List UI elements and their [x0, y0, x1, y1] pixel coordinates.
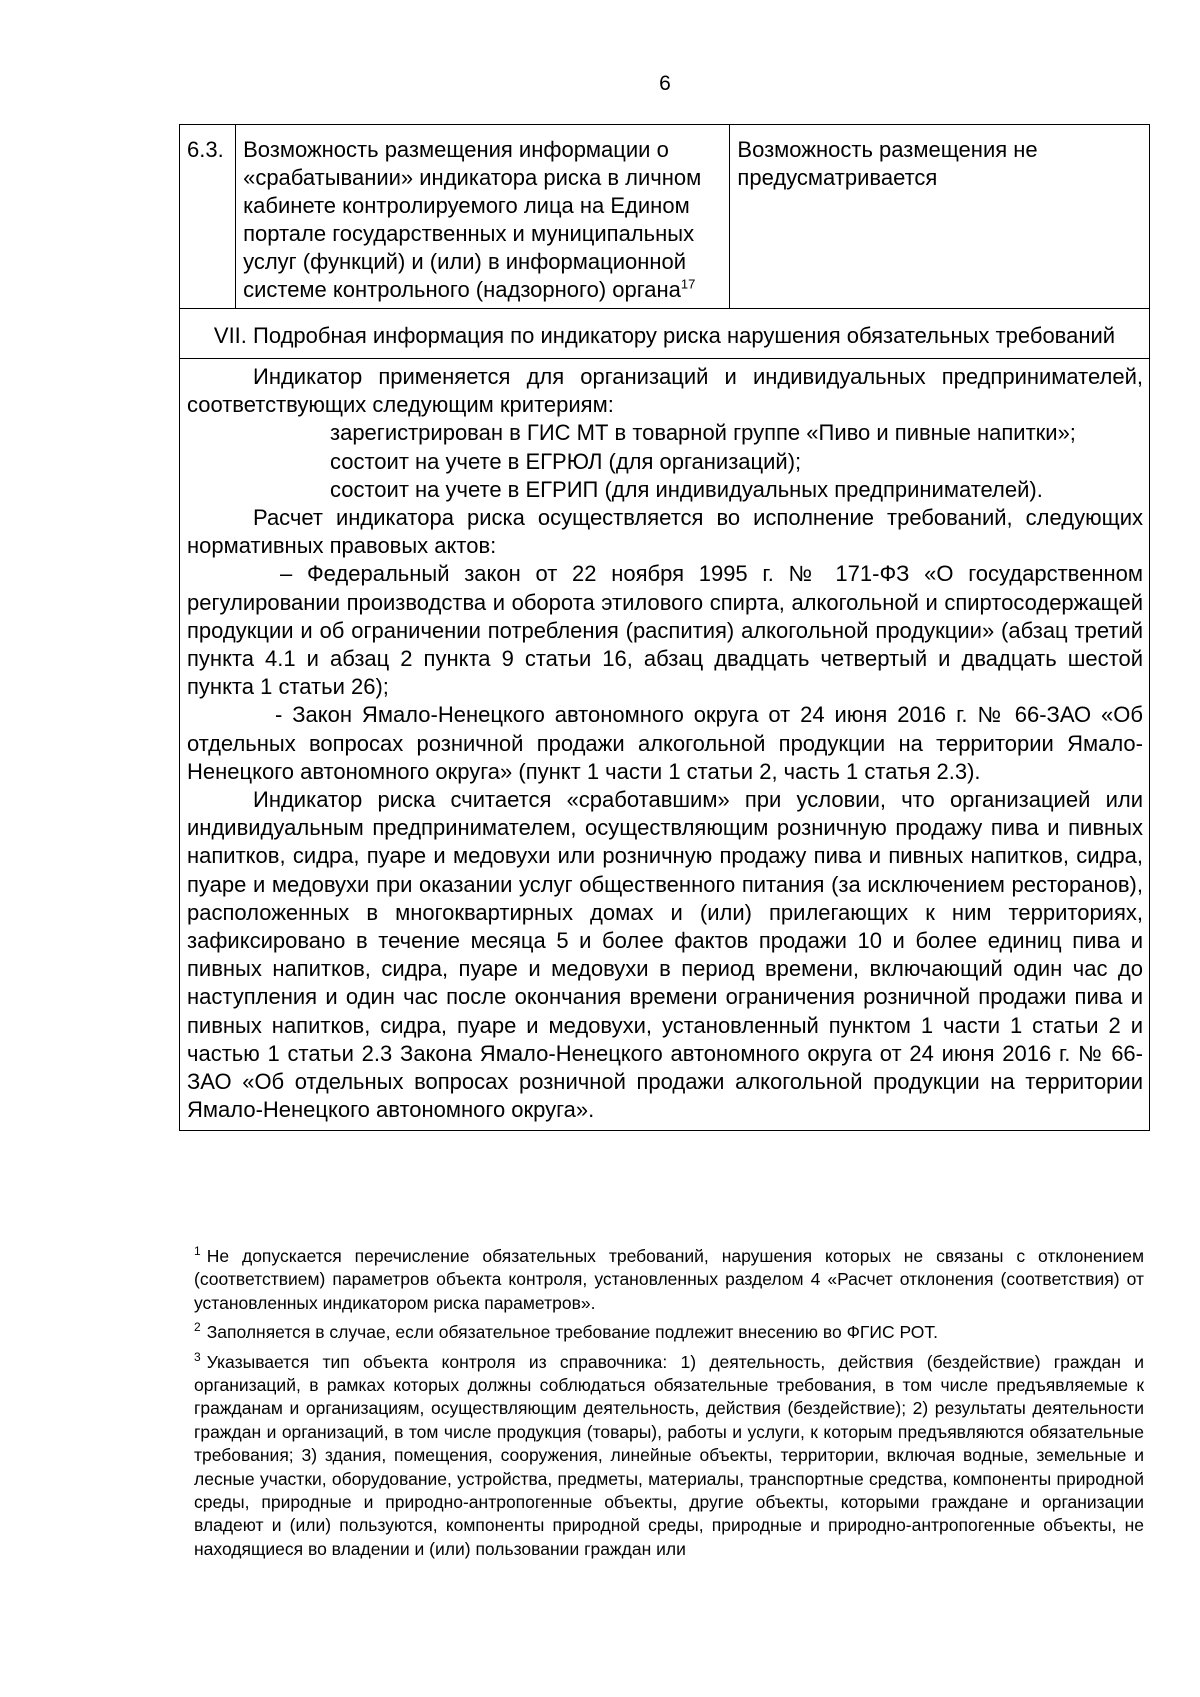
- page-number: 6: [659, 72, 671, 95]
- law-item: – Федеральный закон от 22 ноября 1995 г. № 171-ФЗ «О государственном регулировании производства и оборота этилового спирта, алкогольной и спиртосодержащей продукции и об ограничении потребления (распития) алкогольной продукции» (абзац третий пункта 4.1 и абзац 2 пункта 9 статьи 16, абзац двадцать четвертый и двадцать шестой пункта 1 статьи 26);: [187, 561, 1143, 700]
- footnote-mark: 2: [194, 1320, 201, 1335]
- section-body: [180, 359, 1150, 1131]
- calc-paragraph: Расчет индикатора риска осуществляется во исполнение требований, следующих нормативных правовых актов:: [187, 505, 1143, 559]
- footnote: [194, 1245, 1144, 1315]
- section-body-row: [180, 359, 1150, 1131]
- footnotes: [194, 1245, 1144, 1567]
- criterion-item: зарегистрирован в ГИС МТ в товарной группе «Пиво и пивные напитки»;: [330, 420, 1076, 446]
- trigger-paragraph: Индикатор риска считается «сработавшим» при условии, что организацией или индивидуальным предпринимателем, осуществляющим розничную продажу пива и пивных напитков, сидра, пуаре и медовухи или розничную продажу пива и пивных напитков, сидра, пуаре и медовухи при оказании услуг общественного питания (за исключением ресторанов), расположенных в многоквартирных домах и (или) прилегающих к ним территориях, зафиксировано в течение месяца 5 и более фактов продажи 10 и более единиц пива и пивных напитков, сидра, пуаре и медовухи в период времени, включающий один час до наступления и один час после окончания времени ограничения розничной продажи пива и пивных напитков, сидра, пуаре и медовухи, установленный пунктом 1 части 1 статьи 2 и частью 1 статьи 2.3 Закона Ямало-Ненецкого автономного округа от 24 июня 2016 г. № 66-ЗАО «Об отдельных вопросах розничной продажи алкогольной продукции на территории Ямало-Ненецкого автономного округа».: [187, 787, 1143, 1123]
- indicator-table: [179, 124, 1150, 1131]
- criterion-item: состоит на учете в ЕГРЮЛ (для организаций);: [330, 448, 802, 474]
- criterion-item: состоит на учете в ЕГРИП (для индивидуальных предпринимателей).: [330, 476, 1043, 502]
- footnote-ref: 17: [680, 276, 696, 292]
- footnote: [194, 1351, 1144, 1562]
- footnote: [194, 1321, 1144, 1344]
- law-item: - Закон Ямало-Ненецкого автономного округа от 24 июня 2016 г. № 66-ЗАО «Об отдельных вопросах розничной продажи алкогольной продукции на территории Ямало-Ненецкого автономного округа» (пункт 1 части 1 статьи 2, часть 1 статья 2.3).: [187, 702, 1143, 784]
- footnote-mark: 3: [194, 1349, 201, 1364]
- row-name: [236, 125, 730, 309]
- row-number: 6.3.: [180, 125, 236, 309]
- section-title: VII. Подробная информация по индикатору риска нарушения обязательных требований: [180, 309, 1150, 359]
- intro-paragraph: Индикатор применяется для организаций и индивидуальных предпринимателей, соответствующих следующим критериям:: [187, 364, 1143, 418]
- row-value: Возможность размещения не предусматривается: [730, 125, 1150, 309]
- footnote-text: Не допускается перечисление обязательных требований, нарушения которых не связаны с отклонением (соответствием) параметров объекта контроля, установленных разделом 4 «Расчет отклонения (соответствия) от установленных индикатором риска параметров».: [194, 1246, 1144, 1313]
- footnote-text: Заполняется в случае, если обязательное требование подлежит внесению во ФГИС РОТ.: [206, 1322, 938, 1343]
- section-header-row: [180, 309, 1150, 359]
- table-row: [180, 125, 1150, 309]
- footnote-text: Указывается тип объекта контроля из справочника: 1) деятельность, действия (бездействие) граждан и организаций, в рамках которых должны соблюдаться обязательные требования, в том числе предъявляемые к гражданам и организациям, осуществляющим деятельность, действия (бездействие); 2) результаты деятельности граждан и организаций, в том числе продукция (товары), работы и услуги, к которым предъявляются обязательные требования; 3) здания, помещения, сооружения, линейные объекты, территории, включая водные, земельные и лесные участки, оборудование, устройства, предметы, материалы, транспортные средства, компоненты природной среды, природные и природно-антропогенные объекты, другие объекты, которыми граждане и организации владеют и (или) пользуются, компоненты природной среды, природные и природно-антропогенные объекты, не находящиеся во владении и (или) пользовании граждан или: [194, 1351, 1144, 1559]
- footnote-mark: 1: [194, 1244, 201, 1259]
- row-name-text: Возможность размещения информации о «срабатывании» индикатора риска в личном кабинете контролируемого лица на Едином портале государственных и муниципальных услуг (функций) и (или) в информационной системе контрольного (надзорного) органа: [243, 137, 702, 302]
